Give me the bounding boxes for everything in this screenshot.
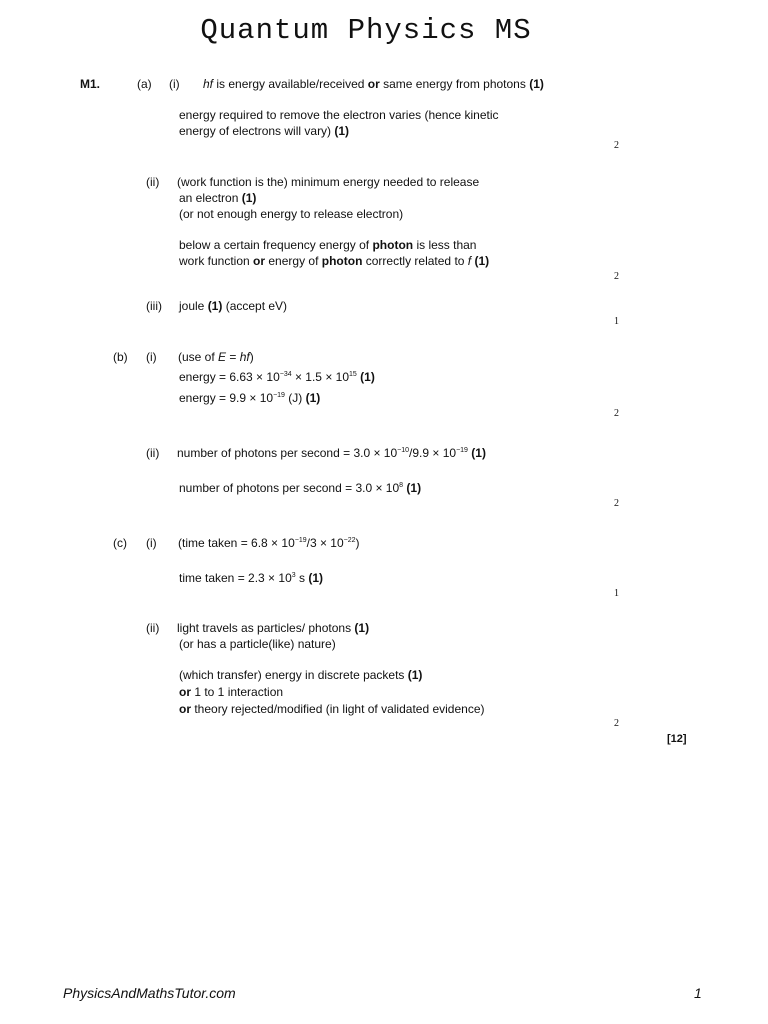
part-a-ii-line1: (work function is the) minimum energy needed to release	[177, 175, 480, 189]
text: light travels as particles/ photons	[177, 621, 355, 635]
part-c-ii-line3	[179, 667, 422, 683]
part-b-i-line1	[178, 349, 254, 365]
marks-a-iii: 1	[614, 316, 619, 327]
text: is less than	[413, 238, 477, 252]
part-a-ii-line2	[179, 190, 256, 206]
exponent: −22	[343, 537, 356, 544]
hf-symbol: hf	[239, 350, 250, 364]
part-a-ii-line4	[179, 237, 476, 253]
text: is energy available/received	[213, 77, 368, 91]
text: /9.9 × 10	[409, 446, 457, 460]
exponent: −19	[456, 447, 468, 454]
text: × 1.5 × 10	[291, 370, 350, 384]
marks-b-ii: 2	[614, 498, 619, 509]
part-b-ii-label: (ii)	[146, 446, 160, 460]
mark-point: (1)	[334, 124, 350, 138]
part-b-ii-line2	[179, 480, 421, 496]
text: (which transfer) energy in discrete packets	[179, 668, 408, 682]
text: /3 × 10	[306, 536, 344, 550]
text: )	[355, 536, 360, 550]
exponent: −19	[273, 392, 285, 399]
text: time taken = 2.3 × 10	[179, 571, 292, 585]
f-symbol: f	[467, 254, 472, 268]
mark-point: (1)	[241, 191, 257, 205]
marks-c-i: 1	[614, 588, 619, 599]
part-a-ii-label: (ii)	[146, 175, 160, 189]
part-a-i-label: (i)	[169, 77, 180, 91]
text: joule	[179, 299, 208, 313]
E-symbol: E	[218, 350, 227, 364]
part-a-ii-line5	[179, 253, 489, 269]
text: (J)	[284, 391, 306, 405]
text: )	[249, 350, 254, 364]
text: 1 to 1 interaction	[191, 685, 284, 699]
marks-a-ii: 2	[614, 271, 619, 282]
mark-point: (1)	[308, 571, 323, 585]
total-marks: [12]	[667, 733, 687, 745]
text: =	[226, 350, 240, 364]
or-keyword: or	[367, 77, 380, 91]
or-keyword: or	[253, 254, 266, 268]
mark-point: (1)	[471, 254, 490, 268]
part-b-ii-line1	[177, 445, 486, 461]
photon-keyword: photon	[321, 254, 363, 268]
part-c-ii-label: (ii)	[146, 621, 160, 635]
exponent: 8	[399, 482, 404, 489]
mark-point: (1)	[356, 370, 375, 384]
exponent: 15	[349, 371, 357, 378]
mark-point: (1)	[529, 77, 544, 91]
question-number: M1.	[80, 77, 101, 91]
mark-point: (1)	[207, 299, 223, 313]
part-c-ii-line1	[177, 620, 369, 636]
mark-point: (1)	[467, 446, 486, 460]
part-b-label: (b)	[113, 350, 128, 364]
exponent: 3	[291, 572, 296, 579]
part-c-i-line2	[179, 570, 323, 586]
hf-symbol: hf	[203, 77, 214, 91]
part-c-i-line1	[178, 535, 360, 551]
text: work function	[179, 254, 254, 268]
text: s	[295, 571, 309, 585]
or-keyword: or	[179, 702, 191, 716]
part-a-ii-line3: (or not enough energy to release electron)	[179, 207, 404, 221]
text: an electron	[179, 191, 242, 205]
part-a-i-line3	[179, 123, 349, 139]
text: energy of	[265, 254, 322, 268]
mark-point: (1)	[305, 391, 321, 405]
marks-a-i: 2	[614, 140, 619, 151]
part-b-i-label: (i)	[146, 350, 157, 364]
mark-point: (1)	[403, 481, 422, 495]
exponent: −10	[397, 447, 410, 454]
text: theory rejected/modified (in light of validated evidence)	[191, 702, 485, 716]
part-b-i-line3	[179, 390, 320, 406]
footer-source: PhysicsAndMathsTutor.com	[63, 985, 236, 1001]
part-a-iii-label: (iii)	[146, 299, 162, 313]
mark-point: (1)	[407, 668, 423, 682]
part-a-i-line2: energy required to remove the electron varies (hence kinetic	[179, 108, 499, 122]
text: correctly related to	[362, 254, 468, 268]
part-b-i-line2	[179, 369, 375, 385]
text: same energy from photons	[379, 77, 530, 91]
part-c-i-label: (i)	[146, 536, 157, 550]
text: energy = 6.63 × 10	[179, 370, 280, 384]
page-number: 1	[694, 985, 702, 1001]
part-a-i-line1	[203, 76, 544, 92]
text: energy of electrons will vary)	[179, 124, 335, 138]
part-c-ii-line2: (or has a particle(like) nature)	[179, 637, 336, 651]
exponent: −34	[279, 371, 292, 378]
part-c-ii-line5	[179, 701, 485, 717]
exponent: −19	[294, 537, 307, 544]
text: below a certain frequency energy of	[179, 238, 373, 252]
text: number of photons per second = 3.0 × 10	[177, 446, 398, 460]
text: (time taken = 6.8 × 10	[178, 536, 295, 550]
photon-keyword: photon	[372, 238, 414, 252]
text: (accept eV)	[222, 299, 288, 313]
or-keyword: or	[179, 685, 191, 699]
text: number of photons per second = 3.0 × 10	[179, 481, 400, 495]
part-c-ii-line4	[179, 684, 283, 700]
marks-b-i: 2	[614, 408, 619, 419]
text: energy = 9.9 × 10	[179, 391, 274, 405]
mark-point: (1)	[354, 621, 370, 635]
text: (use of	[178, 350, 219, 364]
part-c-label: (c)	[113, 536, 127, 550]
part-a-iii-line1	[179, 298, 287, 314]
page-title: Quantum Physics MS	[200, 14, 532, 47]
part-a-label: (a)	[137, 77, 152, 91]
marks-c-ii: 2	[614, 718, 619, 729]
